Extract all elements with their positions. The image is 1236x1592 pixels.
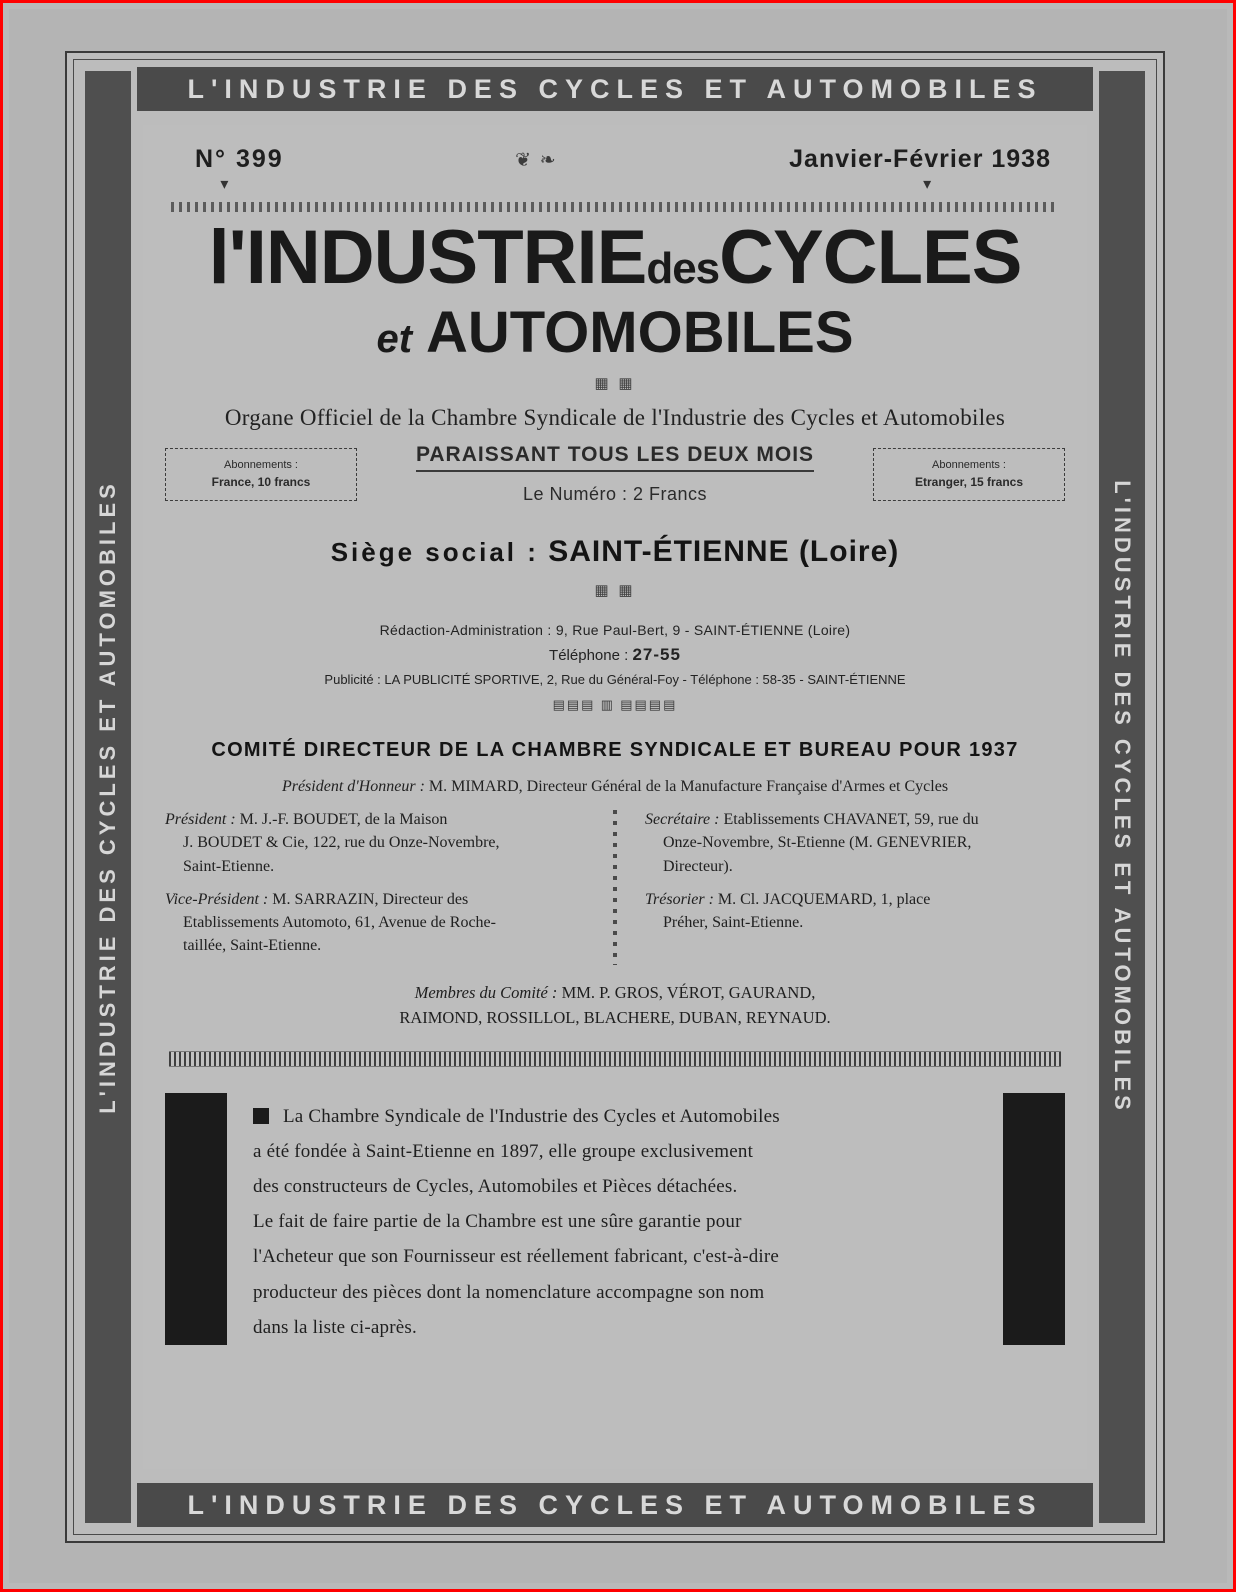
subscription-france-box [165, 448, 357, 501]
masthead-line-1 [165, 215, 1065, 300]
committee-line-2: J. BOUDET & Cie, 122, rue du Onze-Novembre, [183, 834, 500, 852]
frequency-block [357, 443, 873, 505]
masthead-line-2 [165, 300, 1065, 366]
issue-price: Le Numéro : 2 Francs [522, 484, 708, 505]
page-content [143, 125, 1087, 1469]
notice-line-1: La Chambre Syndicale de l'Industrie des Cycles et Automobiles [283, 1105, 780, 1127]
committee-role: Secrétaire : [645, 811, 720, 829]
headquarters-line [165, 535, 1065, 569]
contact-publicite: Publicité : LA PUBLICITÉ SPORTIVE, 2, Rue du Général-Foy - Téléphone : 58-35 - SAINT-ÉTIENNE [324, 672, 906, 688]
subscription-france-label: Abonnements : [224, 458, 298, 471]
masthead-et: et [376, 317, 413, 362]
headquarters-dot-ornament: ▦ ▦ [594, 583, 636, 600]
committee-columns [165, 808, 1065, 967]
committee-role: Président : [165, 811, 236, 829]
committee-line-1: Etablissements CHAVANET, 59, rue du [723, 811, 979, 829]
contact-telephone-label: Téléphone : [549, 647, 629, 665]
committee-line-2: Onze-Novembre, St-Etienne (M. GENEVRIER, [663, 834, 972, 852]
committee-entry [645, 808, 1065, 878]
committee-line-1: M. Cl. JACQUEMARD, 1, place [717, 890, 931, 908]
issue-number-block: N° 399 ▾ [165, 145, 284, 194]
committee-line-3: taillée, Saint-Etienne. [183, 937, 322, 955]
committee-line-3: Saint-Etienne. [183, 857, 275, 875]
masthead [165, 215, 1065, 393]
honorary-president [165, 778, 1065, 796]
committee-title: COMITÉ DIRECTEUR DE LA CHAMBRE SYNDICALE ET BUREAU POUR 1937 [211, 739, 1019, 762]
committee-members-line-2: RAIMOND, ROSSILLOL, BLACHERE, DUBAN, REYNAUD. [399, 1008, 831, 1028]
notice-line-2: a été fondée à Saint-Etienne en 1897, elle groupe exclusivement [253, 1140, 754, 1162]
notice-block [165, 1093, 1065, 1345]
notice-right-bar [1003, 1093, 1065, 1345]
contact-redaction: Rédaction-Administration : 9, Rue Paul-Bert, 9 - SAINT-ÉTIENNE (Loire) [379, 622, 851, 639]
honorary-president-value: M. MIMARD, Directeur Général de la Manufacture Française d'Armes et Cycles [428, 778, 949, 796]
contact-block [165, 622, 1065, 687]
separator-ornament: ▤▤▤ ▥ ▤▤▤▤ [552, 697, 678, 713]
notice-text [227, 1093, 1003, 1345]
committee-entry [165, 808, 585, 878]
subscription-foreign-value: Etranger, 15 francs [914, 475, 1024, 490]
committee-line-1: M. SARRAZIN, Directeur des [272, 890, 469, 908]
headquarters-value: SAINT-ÉTIENNE (Loire) [548, 535, 900, 569]
committee-line-1: M. J.-F. BOUDET, de la Maison [239, 811, 448, 829]
masthead-industrie: l'INDUSTRIE [208, 215, 647, 300]
subscription-row [165, 443, 1065, 505]
committee-line-3: Directeur). [663, 857, 733, 875]
contact-telephone [165, 645, 1065, 665]
committee-members-line-1: MM. P. GROS, VÉROT, GAURAND, [561, 983, 816, 1003]
top-title-band [137, 67, 1093, 111]
contact-telephone-value: 27-55 [632, 645, 681, 665]
committee-members [165, 981, 1065, 1031]
committee-members-label: Membres du Comité : [414, 983, 558, 1003]
notice-line-6: producteur des pièces dont la nomenclature accompagne son nom [253, 1281, 765, 1303]
ornamental-frame [65, 51, 1165, 1543]
right-title-band [1099, 71, 1145, 1523]
masthead-automobiles: AUTOMOBILES [426, 300, 854, 366]
hatched-divider [169, 1051, 1061, 1067]
committee-line-2: Préher, Saint-Etienne. [663, 913, 804, 931]
right-title-text: L'INDUSTRIE DES CYCLES ET AUTOMOBILES [1110, 480, 1136, 1114]
left-title-band [85, 71, 131, 1523]
ornamental-rule-top [171, 202, 1059, 212]
bottom-title-band [137, 1483, 1093, 1527]
issue-number: N° 399 [195, 145, 284, 173]
subscription-france-value: France, 10 francs [211, 475, 311, 490]
left-title-text: L'INDUSTRIE DES CYCLES ET AUTOMOBILES [95, 480, 121, 1114]
notice-line-3: des constructeurs de Cycles, Automobiles et Pièces détachées. [253, 1176, 738, 1198]
issue-date-block: Janvier-Février 1938 ▾ [789, 145, 1065, 194]
issue-date: Janvier-Février 1938 [789, 145, 1051, 173]
subscription-foreign-box [873, 448, 1065, 501]
bullet-square-icon [253, 1108, 269, 1124]
center-fleuron-ornament: ❦ ❧ [515, 150, 558, 171]
notice-line-5: l'Acheteur que son Fournisseur est réellement fabricant, c'est-à-dire [253, 1246, 780, 1268]
committee-column-right [615, 808, 1065, 967]
committee-role: Trésorier : [645, 890, 714, 908]
honorary-president-label: Président d'Honneur : [281, 778, 425, 796]
committee-entry [165, 888, 585, 958]
masthead-cycles: CYCLES [719, 215, 1022, 300]
official-organ-line: Organe Officiel de la Chambre Syndicale de l'Industrie des Cycles et Automobiles [224, 405, 1006, 431]
notice-line-7: dans la liste ci-après. [253, 1316, 417, 1338]
notice-line-4: Le fait de faire partie de la Chambre est une sûre garantie pour [253, 1211, 742, 1233]
top-title-text: L'INDUSTRIE DES CYCLES ET AUTOMOBILES [187, 73, 1043, 104]
masthead-des: des [646, 244, 720, 293]
headquarters-label: Siège social : [330, 537, 539, 568]
notice-left-bar [165, 1093, 227, 1345]
issue-row [165, 145, 1065, 194]
subscription-foreign-label: Abonnements : [932, 458, 1006, 471]
bottom-title-text: L'INDUSTRIE DES CYCLES ET AUTOMOBILES [187, 1489, 1043, 1520]
committee-column-left [165, 808, 615, 967]
committee-line-2: Etablissements Automoto, 61, Avenue de Roche- [183, 913, 496, 931]
committee-entry [645, 888, 1065, 934]
frequency-text: PARAISSANT TOUS LES DEUX MOIS [416, 443, 814, 472]
committee-role: Vice-Président : [165, 890, 269, 908]
masthead-dot-ornament: ▦ ▦ [594, 376, 636, 393]
